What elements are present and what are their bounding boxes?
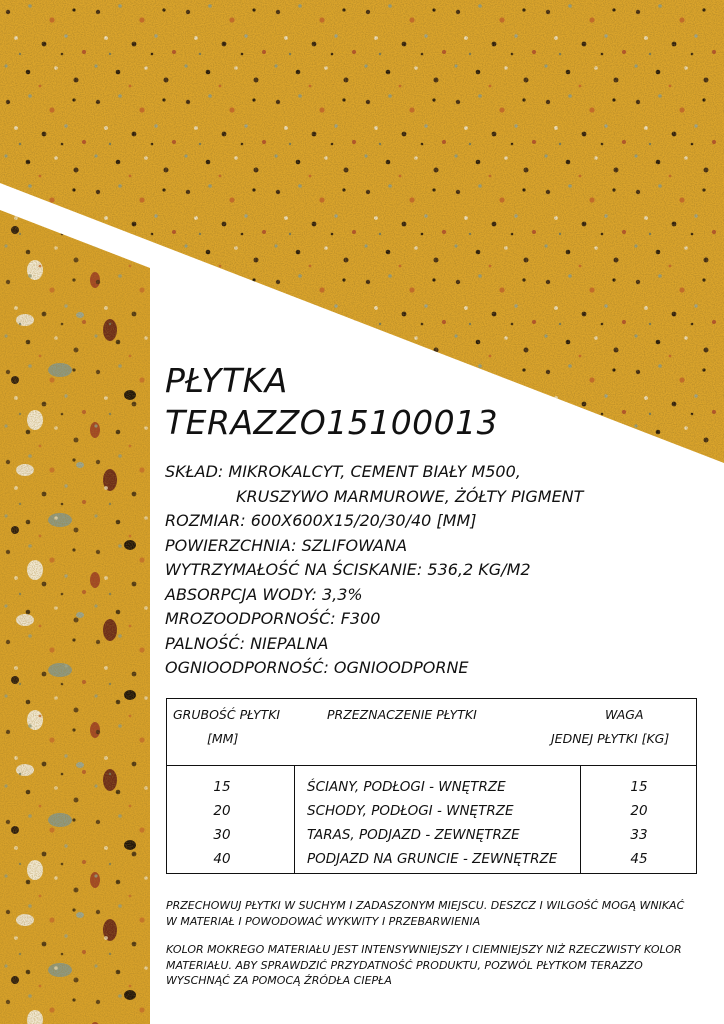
spec-palnosc: PALNOŚĆ: NIEPALNA [165, 633, 329, 653]
row-2-purpose: SCHODY, PODŁOGI - WNĘTRZE [307, 803, 514, 819]
spec-rozmiar: ROZMIAR: 600X600X15/20/30/40 [MM] [165, 511, 477, 530]
row-3-thickness: 30 [213, 827, 231, 843]
row-2-weight: 20 [630, 803, 648, 819]
row-3-purpose: TARAS, PODJAZD - ZEWNĘTRZE [307, 827, 520, 843]
row-4-purpose: PODJAZD NA GRUNCIE - ZEWNĘTRZE [307, 851, 558, 867]
spec-absorpcja: ABSORPCJA WODY: 3,3% [165, 584, 363, 604]
row-2-thickness: 20 [213, 803, 231, 819]
header-thickness: GRUBOŚĆ PŁYTKI [173, 707, 281, 722]
row-4-thickness: 40 [213, 851, 231, 867]
product-title-line1: PŁYTKA [165, 361, 288, 400]
row-3-weight: 33 [630, 827, 648, 843]
spec-mrozoodpornosc: MROZOODPORNOŚĆ: F300 [165, 609, 381, 628]
column-divider-1 [294, 765, 295, 874]
product-title-line2: TERAZZO15100013 [165, 403, 499, 442]
row-1-thickness: 15 [213, 779, 231, 795]
header-weight-unit: JEDNEJ PŁYTKI [KG] [551, 731, 670, 746]
note-storage: PRZECHOWUJ PŁYTKI W SUCHYM I ZADASZONYM MIEJSCU. DESZCZ I WILGOŚĆ MOGĄ WNIKAĆ W MATERIAŁ I POWODOWAĆ WYKWITY I PRZEBARWIENIA [166, 899, 685, 928]
header-thickness-unit: [MM] [207, 731, 239, 746]
row-4-weight: 45 [630, 851, 648, 867]
row-1-weight: 15 [630, 779, 648, 795]
spec-sklad-continued: KRUSZYWO MARMUROWE, ŻÓŁTY PIGMENT [236, 486, 584, 506]
spec-ognioodpornosc: OGNIOODPORNOŚĆ: OGNIOODPORNE [165, 658, 469, 677]
terrazzo-left-strip [0, 210, 150, 1024]
note-color: KOLOR MOKREGO MATERIAŁU JEST INTENSYWNIEJSZY I CIEMNIEJSZY NIŻ RZECZWISTY KOLOR MATERIAŁU. ABY SPRAWDZIĆ PRZYDATNOŚĆ PRODUKTU, POZWÓL PŁYTKOM TERAZZO WYSCHNĄĆ ZA POMOCĄ ŹRÓDŁA CIEPŁA [166, 943, 682, 987]
spec-wytrzymalosc: WYTRZYMAŁOŚĆ NA ŚCISKANIE: 536,2 KG/M2 [165, 560, 531, 579]
spec-powierzchnia: POWIERZCHNIA: SZLIFOWANA [165, 535, 408, 555]
row-1-purpose: ŚCIANY, PODŁOGI - WNĘTRZE [307, 779, 506, 795]
notes [166, 898, 696, 1002]
spec-sklad: SKŁAD: MIKROKALCYT, CEMENT BIAŁY M500, [165, 462, 521, 481]
product-title [165, 360, 498, 444]
header-weight: WAGA [605, 707, 644, 722]
header-purpose: PRZEZNACZENIE PŁYTKI [327, 707, 477, 722]
thickness-table [166, 698, 697, 874]
specifications-list [165, 460, 583, 681]
header-divider [167, 765, 696, 766]
